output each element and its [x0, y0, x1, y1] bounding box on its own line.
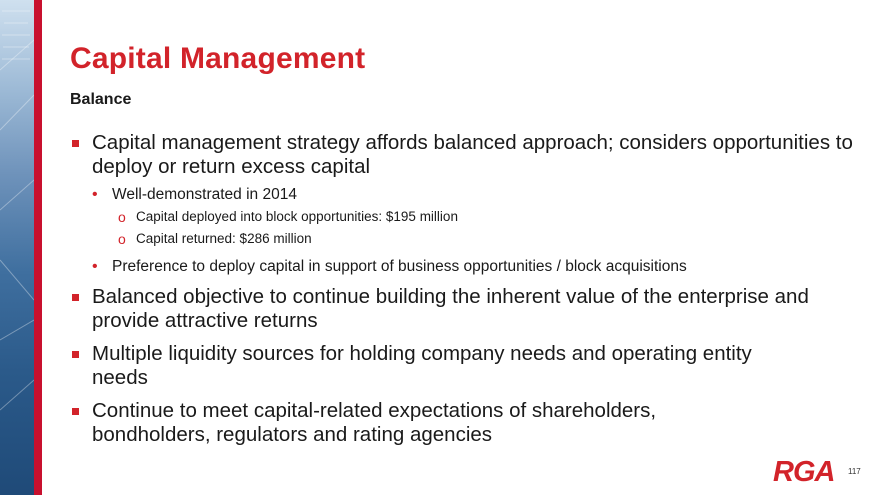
accent-stripe — [34, 0, 42, 495]
sub-sub-bullet-item — [72, 206, 862, 228]
bullet-text: Multiple liquidity sources for holding company needs and operating entity needs — [92, 342, 752, 389]
square-bullet-icon — [72, 408, 79, 415]
bullet-item — [72, 342, 782, 390]
bullet-item — [72, 131, 862, 179]
square-bullet-icon — [72, 294, 79, 301]
sub-bullet-text: Well-demonstrated in 2014 — [112, 186, 297, 203]
sub-sub-bullet-text: Capital deployed into block opportunities: $195 million — [136, 209, 458, 224]
sub-bullet-item — [72, 257, 862, 277]
bullet-text: Continue to meet capital-related expectations of shareholders, bondholders, regulators and rating agencies — [92, 399, 657, 446]
slide-subtitle: Balance — [70, 91, 132, 108]
circle-bullet-icon: o — [118, 209, 126, 225]
circle-bullet-icon: o — [118, 231, 126, 247]
sub-bullet-text: Preference to deploy capital in support of business opportunities / block acquisitions — [112, 258, 687, 275]
decorative-side-image — [0, 0, 34, 495]
svg-text:RGA: RGA — [773, 456, 835, 484]
square-bullet-icon — [72, 351, 79, 358]
bullet-text: Balanced objective to continue building the inherent value of the enterprise and provide attractive returns — [92, 285, 809, 332]
page-number: 117 — [848, 467, 861, 476]
side-image-graphic — [0, 0, 34, 495]
slide-title: Capital Management — [70, 42, 366, 75]
bullet-item — [72, 399, 752, 447]
bullet-item — [72, 285, 862, 333]
square-bullet-icon — [72, 140, 79, 147]
dot-bullet-icon: • — [92, 186, 98, 203]
sub-sub-bullet-item — [72, 228, 862, 250]
sub-sub-bullet-text: Capital returned: $286 million — [136, 231, 312, 246]
dot-bullet-icon: • — [92, 258, 98, 275]
bullet-text: Capital management strategy affords balanced approach; considers opportunities to deploy or return excess capital — [92, 131, 853, 178]
sub-bullet-item — [72, 185, 862, 205]
bullet-list — [72, 131, 862, 456]
rga-logo — [773, 456, 835, 484]
